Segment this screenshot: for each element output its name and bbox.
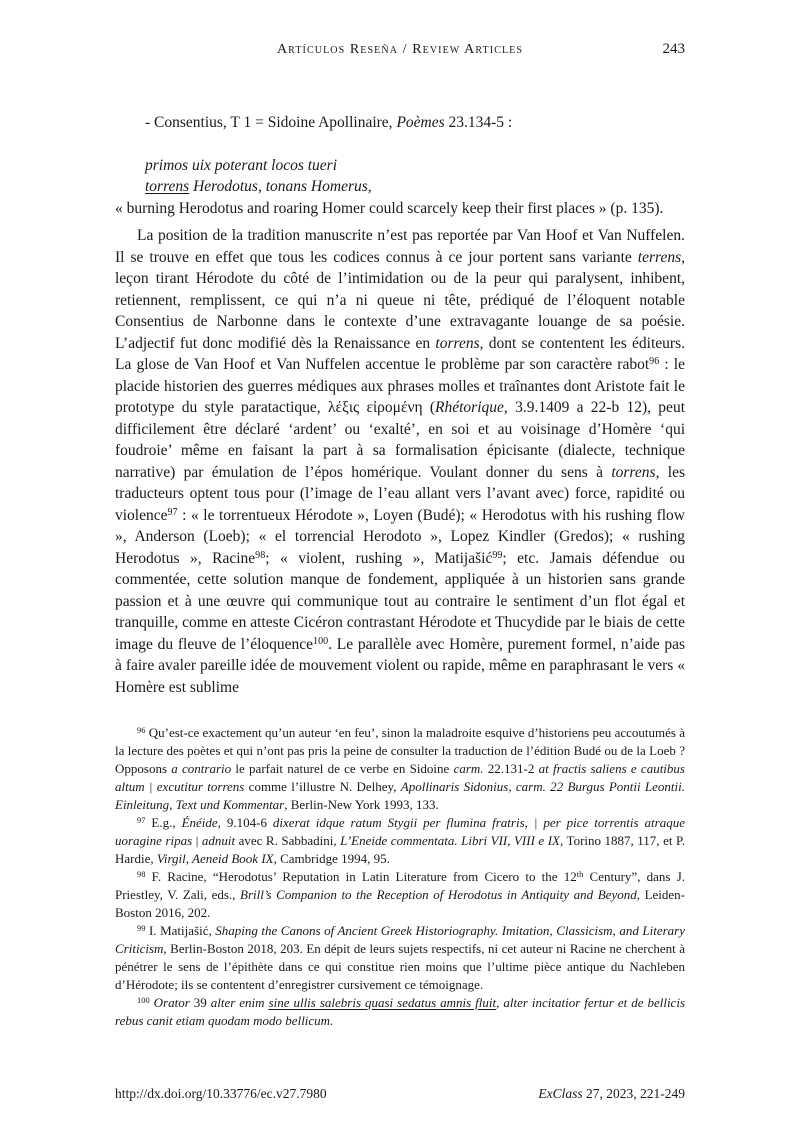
text-run: comme l’illustre N. Delhey, (244, 779, 401, 794)
text-run: , Torino 1887, 117, et P. Hardie, (115, 833, 686, 866)
text-run: « burning Herodotus and roaring Homer could scarcely keep their first places » (p. 135). (115, 199, 664, 217)
text-run: adnuit (201, 833, 236, 848)
text-run: Poèmes (396, 114, 445, 131)
text-run: Virgil, Aeneid Book IX (156, 851, 274, 866)
text-run: I. Matijašić, (145, 923, 216, 938)
footnotes-section (115, 724, 685, 1030)
text-run: , alter incitatior fertur et de bellicis rebus canit etiam quodam modo bellicum. (115, 995, 686, 1028)
text-run: 100 (137, 995, 150, 1006)
text-run: Énéide (181, 815, 218, 830)
text-run: , Berlin-Boston 2018, 203. En dépit de leurs sujets respectifs, ni cet auteur ni Racine ne cherchent à pénétrer le sens de l’épithète dans ce qui constitue rien moins que l’ultime pièce antique du Nachleben d’Hérodote; ils se contentent d’enregistrer cursivement ce témoignage. (115, 941, 685, 992)
text-run: th (576, 869, 584, 880)
text-run: ExClass (538, 1086, 583, 1101)
text-run: terrens (637, 248, 682, 266)
verse-quotation (145, 155, 685, 198)
footnote-99 (115, 922, 685, 994)
text-run: , 9.104-6 (217, 815, 273, 830)
article-body (115, 112, 685, 1030)
text-run: Century”, dans J. Priestley, V. Zali, eds., (115, 869, 686, 902)
text-run: avec R. Sabbadini, (235, 833, 341, 848)
text-run: Brill’s Companion to the Reception of Herodotus in Antiquity and Beyond (240, 887, 637, 902)
footnote-98 (115, 868, 685, 922)
verse-line-1 (145, 155, 685, 177)
text-run: sine ullis salebris quasi sedatus amnis fluit (268, 995, 497, 1010)
text-run: L’Eneide commentata. Libri VII, VIII e IX (340, 833, 560, 848)
page-number: 243 (662, 41, 685, 57)
text-run: Herodotus, tonans Homerus, (189, 178, 372, 195)
text-run: , Berlin-New York 1993, 133. (284, 797, 439, 812)
text-run: 22.131-2 (483, 761, 539, 776)
text-run: Apollinaris Sidonius, carm. 22 Burgus Pontii Leontii. Einleitung, Text und Kommentar (115, 779, 685, 812)
text-run: , dont se contentent les éditeurs. La glose de Van Hoof et Van Nuffelen accentue le problème par son caractère rabot (115, 334, 685, 373)
verse-translation (115, 198, 685, 220)
verse-line-2 (145, 176, 685, 198)
text-run: La position de la tradition manuscrite n’est pas reportée par Van Hoof et Van Nuffelen. Il se trouve en effet que tous les codices connus à ce jour portent sans variante (115, 227, 685, 266)
text-run: F. Racine, “Herodotus’ Reputation in Latin Literature from Cicero to the 12 (145, 869, 577, 884)
text-run: , 3.9.1409 a 22-b 12), peut difficilement être déclaré ‘ardent’ ou ‘exalté’, en soi et au voisinage d’Homère ‘qui foudroie’ même en faisant la part à sa formalisation épicisante (dialecte, technique narrative) par émulation de l’épos homérique. Voulant donner du sens à (115, 399, 685, 481)
footnote-97 (115, 814, 685, 868)
text-run: alter enim (210, 995, 269, 1010)
text-run: 96 (649, 356, 660, 368)
text-run: , leçon tirant Hérodote du côté de l’intimidation ou de la peur qui paralysent, inhibent, retiennent, remplissent, ce qui n’a ni queue ni tête, prédiqué de l’éloquent notable Consentius de Narbonne dans le contexte d’une extravagante louange de sa poésie. L’adjectif fut donc modifié dès la Renaissance en (115, 248, 685, 352)
text-run: 99 (137, 923, 146, 934)
text-run: 100 (313, 635, 329, 647)
text-run: 97 (137, 815, 146, 826)
footnote-96 (115, 724, 685, 814)
citation-reference (145, 112, 685, 134)
text-run: 27, 2023, 221-249 (582, 1086, 685, 1101)
text-run: dixerat idque ratum Stygii per flumina fratris, | per pice torrentis atraque uoragine ripas (115, 815, 685, 848)
text-run: E.g., (145, 815, 182, 830)
text-run: primos uix poterant locos tueri (145, 156, 338, 174)
text-run: 97 (167, 506, 178, 518)
running-title: Artículos Reseña / Review Articles (276, 42, 524, 57)
text-run: , les traducteurs optent tous pour (l’image de l’eau allant vers l’avant avec) force, rapidité ou violence (115, 463, 686, 524)
text-run: le parfait naturel de ce verbe en Sidoine (231, 761, 454, 776)
footnote-100 (115, 994, 685, 1030)
text-run: torrens (611, 463, 656, 481)
text-run: . Le parallèle avec Homère, purement formel, n’aide pas à faire avaler pareille idée de mouvement violent ou rapide, même en paraphrasant le vers « Homère est sublime (115, 635, 685, 696)
journal-reference (538, 1086, 685, 1102)
text-run: at fractis saliens e cautibus altum | excutitur torrens (115, 761, 685, 794)
text-run: a contrario (171, 761, 232, 776)
text-run: Shaping the Canons of Ancient Greek Historiography. Imitation, Classicism, and Literary Criticism (115, 923, 685, 956)
text-run: torrens (435, 334, 480, 352)
body-paragraph (115, 225, 685, 698)
text-run: carm. (453, 761, 484, 776)
text-run: 96 (137, 725, 146, 736)
text-run: Qu’est-ce exactement qu’un auteur ‘en feu’, sinon la maladroite esquive d’historiens peu accoutumés à la lecture des poètes et qui n’ont pas pris la peine de consulter la traduction de l’édition Budé ou de la Loeb ? Opposons (115, 725, 685, 776)
running-head (115, 42, 685, 58)
text-run: | (192, 833, 202, 848)
text-run: torrens (145, 178, 190, 195)
text-run: , Cambridge 1994, 95. (273, 851, 390, 866)
text-run: : « le torrentueux Hérodote », Loyen (Budé); « Herodotus with his rushing flow », Anderson (Loeb); « el torrencial Herodoto », Lopez Kindler (Gredos); « rushing Herodotus », Racine (115, 506, 685, 567)
text-run: , Leiden-Boston 2016, 202. (115, 887, 686, 920)
text-run: ; etc. Jamais défendue ou commentée, cette solution manque de fondement, appliquée à un historien sans grande passion et à une œuvre qui communique tout au contraire le sentiment d’un flot égal et tranquille, comme en atteste Cicéron contrastant Hérodote et Thucydide par le biais de cette image du fleuve de l’éloquence (115, 549, 685, 653)
text-run: 98 (255, 549, 266, 561)
text-run: 98 (137, 869, 146, 880)
text-run: 39 (189, 995, 211, 1010)
text-run: Orator (153, 995, 190, 1010)
text-run: - Consentius, T 1 = Sidoine Apollinaire, (145, 114, 397, 131)
doi-text: http://dx.doi.org/10.33776/ec.v27.7980 (115, 1086, 327, 1101)
text-run: 23.134-5 : (444, 114, 513, 131)
text-run: Rhétorique (435, 399, 504, 416)
page-footer (115, 1086, 685, 1102)
text-run: : le placide historien des guerres médiques aux phrases molles et traînantes dont Aristote fait le prototype du style paratactique, λέξις εἰρομένη ( (115, 356, 685, 416)
text-run: 99 (492, 549, 503, 561)
text-run: ; « violent, rushing », Matijašić (265, 549, 493, 567)
